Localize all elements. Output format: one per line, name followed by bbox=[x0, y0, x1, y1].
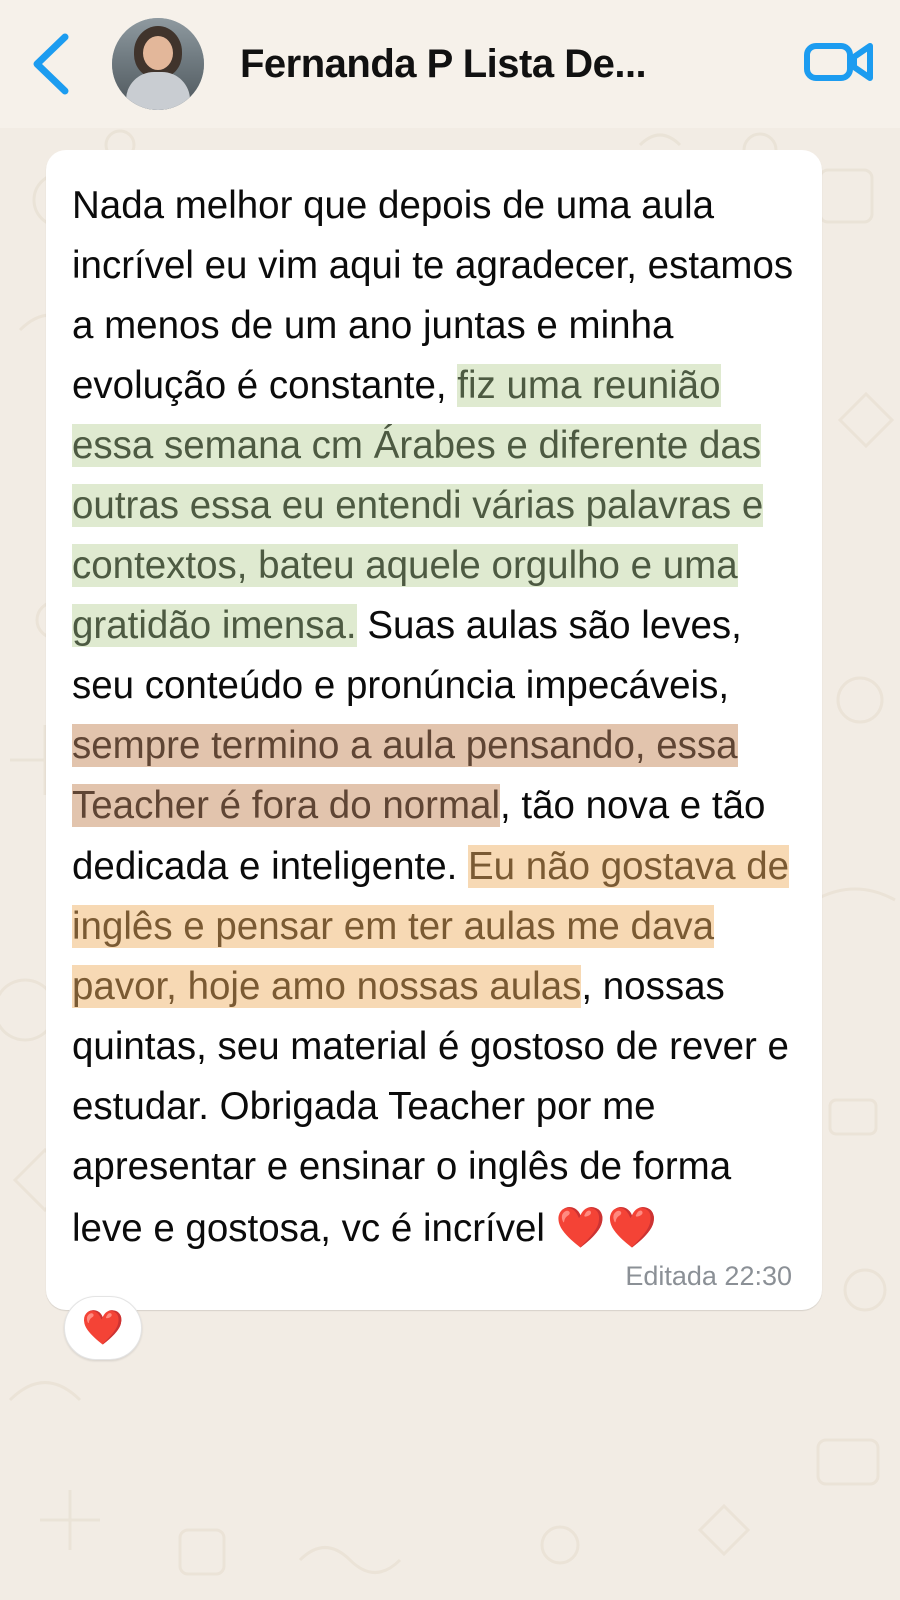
video-call-button[interactable] bbox=[802, 29, 876, 99]
message-reaction-badge[interactable] bbox=[64, 1296, 142, 1360]
video-camera-icon bbox=[804, 37, 874, 92]
heart-emojis: ❤️❤️ bbox=[555, 1205, 660, 1250]
message-bubble-incoming[interactable] bbox=[46, 150, 822, 1310]
message-segment-plain: Suas aulas são leves, seu conteúdo e pronúncia impecáveis, bbox=[72, 604, 742, 708]
message-segment-highlight-orange: Eu não gostava de inglês e pensar em ter aulas me dava pavor, hoje amo nossas aulas bbox=[72, 844, 790, 1008]
message-segment-highlight-brown: sempre termino a aula pensando, essa Teacher é fora do normal bbox=[72, 724, 738, 828]
message-segment-plain: Nada melhor que depois de uma aula incrível eu vim aqui te agradecer, estamos a menos de um ano juntas e minha evolução é constante, bbox=[72, 184, 794, 408]
message-text bbox=[72, 176, 796, 1259]
heart-reaction-icon: ❤️ bbox=[81, 1309, 125, 1348]
edited-label: Editada bbox=[625, 1261, 717, 1292]
avatar[interactable] bbox=[112, 18, 204, 110]
message-segment-plain: , tão nova e tão dedicada e inteligente. bbox=[72, 784, 766, 888]
chat-header bbox=[0, 0, 900, 128]
message-segment-plain: , nossas quintas, seu material é gostoso de rever e estudar. Obrigada Teacher por me apresentar e ensinar o inglês de forma leve e gostosa, vc é incrível bbox=[72, 964, 789, 1250]
message-meta bbox=[72, 1261, 796, 1292]
contact-name[interactable]: Fernanda P Lista De... bbox=[240, 41, 647, 86]
chevron-left-icon bbox=[29, 31, 75, 97]
message-timestamp: 22:30 bbox=[724, 1261, 792, 1292]
back-button[interactable] bbox=[24, 29, 80, 99]
message-segment-highlight-green: fiz uma reunião essa semana cm Árabes e diferente das outras essa eu entendi várias palavras e contextos, bateu aquele orgulho e uma gratidão imensa. bbox=[72, 364, 764, 648]
message-list bbox=[0, 128, 900, 1360]
